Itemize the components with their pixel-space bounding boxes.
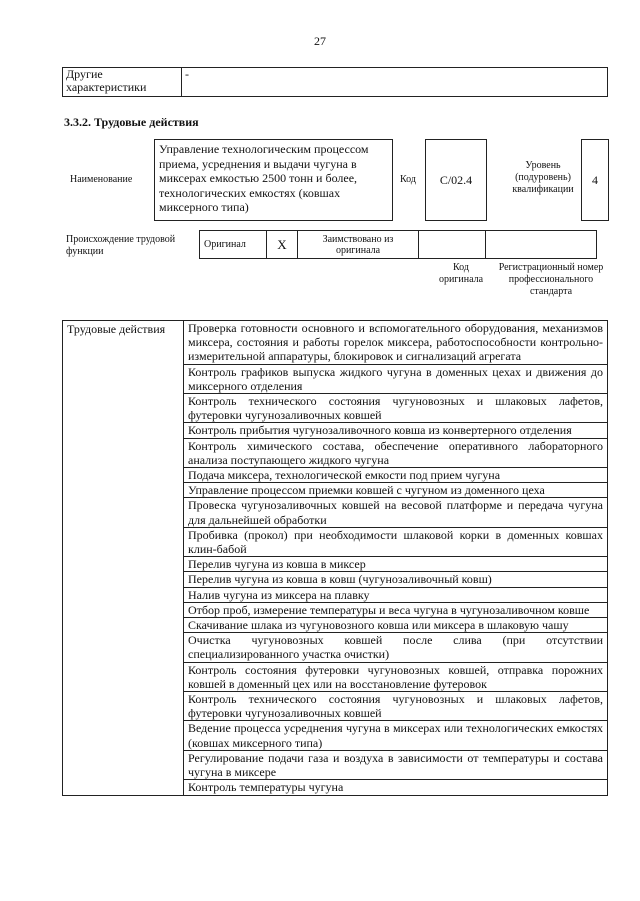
function-name-value: Управление технологическим процессом приема, усреднения и выдачи чугуна в миксерах емкостью 2500 тонн и более, технологических емкостях (ковшах миксерного типа) [154, 139, 393, 221]
registration-number-cell [486, 231, 597, 259]
labor-action-item: Контроль технического состояния чугуновозных и шлаковых лафетов, футеровки чугунозаливочных ковшей [184, 692, 608, 721]
name-label: Наименование [70, 174, 133, 185]
labor-action-item: Контроль графиков выпуска жидкого чугуна в доменных цехах и движения до миксерного отделения [184, 364, 608, 393]
labor-action-item: Перелив чугуна из ковша в миксер [184, 557, 608, 572]
labor-actions-table [62, 320, 608, 796]
borrowed-label: Заимствовано из оригинала [298, 231, 419, 259]
original-code-caption: Код оригинала [438, 262, 484, 285]
labor-action-item: Контроль химического состава, обеспечение оперативного лабораторного анализа поступающего жидкого чугуна [184, 438, 608, 467]
original-code-cell [419, 231, 486, 259]
original-mark: X [267, 231, 298, 259]
labor-action-row [63, 321, 608, 365]
labor-action-item: Контроль состояния футеровки чугуновозных ковшей, отправка порожних ковшей в доменный цех или на восстановление футеровок [184, 662, 608, 691]
labor-action-item: Контроль прибытия чугунозаливочного ковша из конвертерного отделения [184, 423, 608, 438]
other-characteristics-table [62, 67, 608, 97]
section-heading: 3.3.2. Трудовые действия [64, 115, 199, 129]
labor-action-item: Провеска чугунозаливочных ковшей на весовой платформе и передача чугуна для дальнейшей обработки [184, 498, 608, 527]
labor-action-item: Контроль температуры чугуна [184, 780, 608, 795]
labor-action-item: Подача миксера, технологической емкости под прием чугуна [184, 468, 608, 483]
origin-table [199, 230, 597, 259]
labor-action-item: Ведение процесса усреднения чугуна в миксерах или технологических емкостях (ковшах миксерного типа) [184, 721, 608, 750]
labor-action-item: Регулирование подачи газа и воздуха в зависимости от температуры и состава чугуна в миксере [184, 750, 608, 779]
qualification-level-label: Уровень (подуровень) квалификации [512, 160, 574, 195]
labor-action-item: Налив чугуна из миксера на плавку [184, 587, 608, 602]
original-label: Оригинал [200, 231, 267, 259]
labor-action-item: Проверка готовности основного и вспомогательного оборудования, механизмов миксера, состояния и работы горелок миксера, работоспособности контрольно-измерительной аппаратуры, блокировок и сигнализаций агрегата [184, 321, 608, 365]
other-characteristics-value: - [182, 68, 608, 97]
labor-action-item: Скачивание шлака из чугуновозного ковша или миксера в шлаковую чашу [184, 618, 608, 633]
origin-label: Происхождение трудовой функции [66, 234, 176, 257]
other-characteristics-label: Другие характеристики [63, 68, 182, 97]
labor-action-item: Отбор проб, измерение температуры и веса чугуна в чугунозаливочном ковше [184, 602, 608, 617]
labor-action-item: Пробивка (прокол) при необходимости шлаковой корки в доменных ковшах клин-бабой [184, 527, 608, 556]
qualification-level-value: 4 [581, 139, 609, 221]
registration-number-caption: Регистрационный номер профессионального стандарта [498, 262, 604, 297]
labor-action-item: Перелив чугуна из ковша в ковш (чугунозаливочный ковш) [184, 572, 608, 587]
page-number: 27 [314, 34, 326, 48]
labor-actions-body [63, 321, 608, 796]
labor-action-item: Управление процессом приемки ковшей с чугуном из доменного цеха [184, 483, 608, 498]
code-label: Код [400, 174, 416, 185]
labor-action-item: Очистка чугуновозных ковшей после слива (при отсутствии специализированного участка очистки) [184, 633, 608, 662]
labor-action-item: Контроль технического состояния чугуновозных и шлаковых лафетов, футеровки чугунозаливочных ковшей [184, 394, 608, 423]
function-code-value: C/02.4 [425, 139, 487, 221]
labor-actions-category: Трудовые действия [63, 321, 184, 796]
